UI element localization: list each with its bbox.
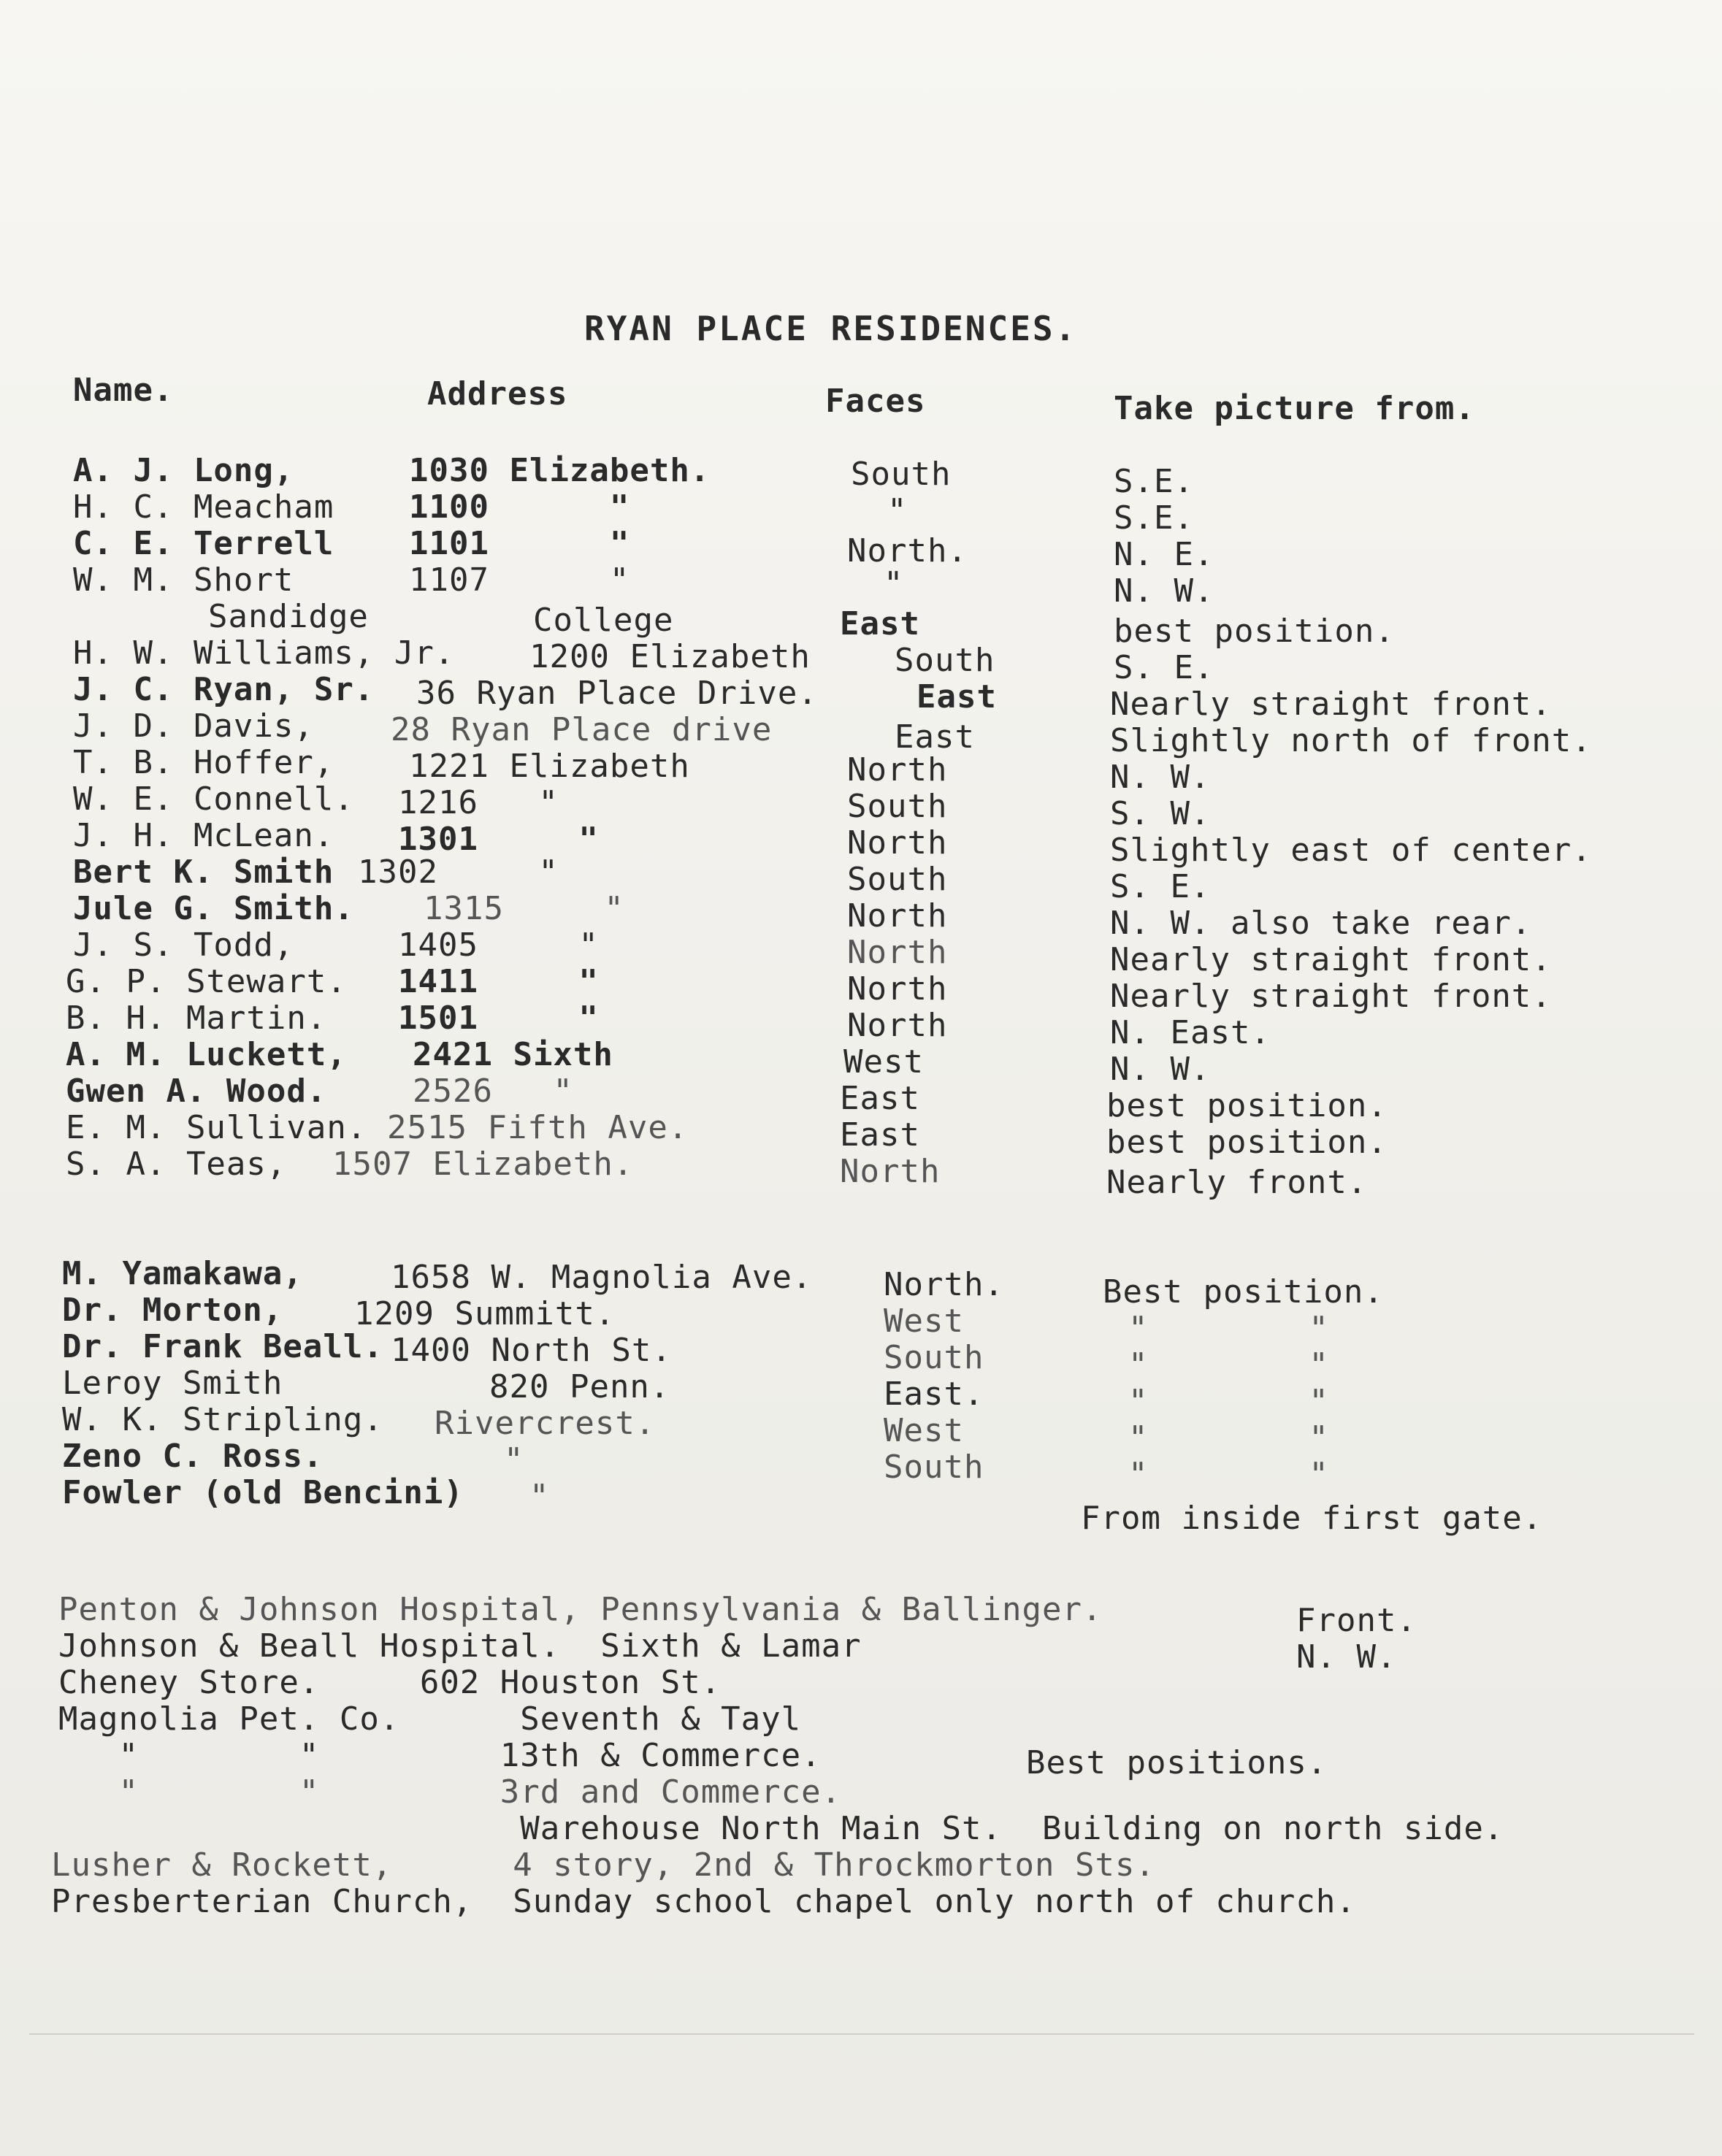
residence-take: Nearly straight front.	[1110, 941, 1552, 978]
residence-address: 1301 "	[398, 821, 599, 858]
bottom-rule	[29, 2033, 1694, 2035]
residence-name: Zeno C. Ross.	[62, 1438, 324, 1475]
building-take: Best positions.	[1026, 1744, 1328, 1781]
residence-name: A. J. Long,	[73, 452, 294, 489]
page-title: RYAN PLACE RESIDENCES.	[584, 309, 1078, 348]
residence-take: S.E.	[1114, 463, 1194, 500]
residence-address: 2515 Fifth Ave.	[387, 1109, 689, 1146]
residence-faces: East	[895, 718, 975, 756]
residence-faces: East	[840, 1080, 920, 1117]
residence-name: Sandidge	[208, 598, 369, 635]
residence-faces: West	[843, 1043, 924, 1081]
residence-address: 1315 "	[424, 890, 624, 927]
residence-faces: North	[847, 1007, 948, 1044]
residence-faces: "	[887, 492, 908, 529]
residence-faces: South	[884, 1339, 984, 1376]
residence-name: W. M. Short	[73, 561, 294, 599]
residence-address: 1411 "	[398, 963, 599, 1000]
residence-take: best position.	[1106, 1124, 1388, 1161]
residence-faces: South	[895, 642, 995, 679]
header-name: Name.	[73, 372, 174, 409]
residence-faces: North	[847, 897, 948, 935]
residence-take: Slightly north of front.	[1110, 722, 1592, 759]
residence-address: 1209 Summitt.	[354, 1295, 616, 1332]
residence-take: " "	[1128, 1346, 1329, 1384]
residence-name: Fowler (old Bencini)	[62, 1474, 464, 1511]
residence-faces: "	[884, 565, 904, 602]
residence-name: T. B. Hoffer,	[73, 744, 334, 781]
residence-address: 1507 Elizabeth.	[332, 1146, 634, 1183]
residence-faces: West	[884, 1303, 964, 1340]
residence-faces: South	[851, 456, 952, 493]
residence-address: 1216 "	[398, 784, 559, 821]
residence-faces: North	[840, 1153, 941, 1190]
building-line: Penton & Johnson Hospital, Pennsylvania & Ballinger.	[58, 1591, 1103, 1628]
residence-address: 1405 "	[398, 927, 599, 964]
residence-address: 2421 Sixth	[413, 1036, 613, 1073]
building-line: Cheney Store. 602 Houston St.	[58, 1664, 722, 1701]
building-line: " " 3rd and Commerce.	[58, 1773, 842, 1811]
residence-take: N. W.	[1114, 572, 1214, 610]
residence-faces: North	[847, 934, 948, 971]
residence-faces: East	[840, 1116, 920, 1154]
residence-address: 2526 "	[413, 1073, 573, 1110]
residence-name: J. D. Davis,	[73, 707, 314, 745]
residence-address: 36 Ryan Place Drive.	[416, 675, 818, 712]
residence-take: best position.	[1114, 613, 1395, 650]
residence-address: 1658 W. Magnolia Ave.	[391, 1259, 813, 1296]
residence-faces: North	[847, 970, 948, 1008]
residence-address: 1107 "	[409, 561, 630, 599]
residence-name: Dr. Morton,	[62, 1292, 283, 1329]
residence-name: W. E. Connell.	[73, 780, 354, 818]
residence-faces: South	[884, 1449, 984, 1486]
residence-address: 1221 Elizabeth	[409, 748, 690, 785]
residence-take: From inside first gate.	[1081, 1500, 1543, 1537]
residence-name: G. P. Stewart.	[66, 963, 347, 1000]
residence-name: J. S. Todd,	[73, 927, 294, 964]
header-address: Address	[427, 375, 568, 413]
residence-name: H. W. Williams, Jr.	[73, 634, 455, 672]
residence-name: Bert K. Smith	[73, 853, 334, 891]
residence-take: N. W. also take rear.	[1110, 905, 1532, 942]
residence-take: " "	[1128, 1310, 1329, 1347]
residence-faces: North	[847, 751, 948, 789]
residence-take: Best position.	[1103, 1273, 1384, 1311]
building-line: Warehouse North Main St. Building on north side.	[58, 1810, 1504, 1847]
residence-address: College	[533, 602, 674, 639]
residence-take: Nearly front.	[1106, 1164, 1368, 1201]
header-faces: Faces	[825, 383, 926, 420]
residence-take: " "	[1128, 1383, 1329, 1420]
residence-faces: North	[847, 824, 948, 862]
residence-address: 820 Penn.	[489, 1368, 670, 1405]
residence-address: 1501 "	[398, 1000, 599, 1037]
residence-take: " "	[1128, 1419, 1329, 1457]
residence-faces: East	[917, 678, 997, 716]
residence-address: 1101 "	[409, 525, 630, 562]
residence-take: S.E.	[1114, 499, 1194, 537]
residence-address: 1200 Elizabeth	[529, 638, 811, 675]
residence-name: Dr. Frank Beall.	[62, 1328, 383, 1365]
residence-name: C. E. Terrell	[73, 525, 334, 562]
residence-faces: East	[840, 605, 920, 642]
header-take-picture: Take picture from.	[1114, 390, 1475, 427]
residence-faces: East.	[884, 1376, 984, 1413]
residence-name: J. H. McLean.	[73, 817, 334, 854]
residence-name: Gwen A. Wood.	[66, 1073, 327, 1110]
residence-address: 1302 "	[358, 853, 559, 891]
residence-name: M. Yamakawa,	[62, 1255, 303, 1292]
building-take: N. W.	[1296, 1638, 1397, 1676]
building-line: Presberterian Church, Sunday school chapel only north of church.	[51, 1883, 1356, 1920]
residence-faces: South	[847, 788, 948, 825]
building-line: Johnson & Beall Hospital. Sixth & Lamar	[58, 1627, 862, 1665]
residence-take: Nearly straight front.	[1110, 978, 1552, 1015]
residence-address: 1100 "	[409, 488, 630, 526]
residence-take: Slightly east of center.	[1110, 832, 1592, 869]
residence-address: "	[529, 1478, 550, 1515]
residence-take: N. W.	[1110, 759, 1211, 796]
building-line: " " 13th & Commerce.	[58, 1737, 822, 1774]
building-line: Magnolia Pet. Co. Seventh & Tayl	[58, 1700, 802, 1738]
residence-faces: North.	[847, 532, 968, 569]
residence-name: S. A. Teas,	[66, 1146, 287, 1183]
residence-address: 1030 Elizabeth.	[409, 452, 711, 489]
residence-take: S. E.	[1110, 868, 1211, 905]
residence-address: 28 Ryan Place drive	[391, 711, 773, 748]
residence-address: Rivercrest.	[435, 1405, 656, 1442]
building-take: Front.	[1296, 1602, 1417, 1639]
residence-take: N. East.	[1110, 1014, 1271, 1051]
residence-take: best position.	[1106, 1087, 1388, 1124]
residence-faces: West	[884, 1412, 964, 1449]
residence-take: N. W.	[1110, 1051, 1211, 1088]
residence-name: E. M. Sullivan.	[66, 1109, 367, 1146]
residence-name: B. H. Martin.	[66, 1000, 327, 1037]
residence-name: H. C. Meacham	[73, 488, 334, 526]
residence-name: W. K. Stripling.	[62, 1401, 383, 1438]
building-line: Lusher & Rockett, 4 story, 2nd & Throckmorton Sts.	[51, 1846, 1155, 1884]
residence-address: 1400 North St.	[391, 1332, 672, 1369]
residence-take: Nearly straight front.	[1110, 686, 1552, 723]
residence-name: Jule G. Smith.	[73, 890, 354, 927]
residence-faces: South	[847, 861, 948, 898]
residence-name: J. C. Ryan, Sr.	[73, 671, 375, 708]
residence-address: "	[504, 1441, 524, 1478]
residence-take: N. E.	[1114, 536, 1214, 573]
residence-name: Leroy Smith	[62, 1365, 283, 1402]
residence-name: A. M. Luckett,	[66, 1036, 347, 1073]
residence-faces: North.	[884, 1266, 1004, 1303]
residence-take: S. E.	[1114, 649, 1214, 686]
residence-take: " "	[1128, 1456, 1329, 1493]
residence-take: S. W.	[1110, 795, 1211, 832]
